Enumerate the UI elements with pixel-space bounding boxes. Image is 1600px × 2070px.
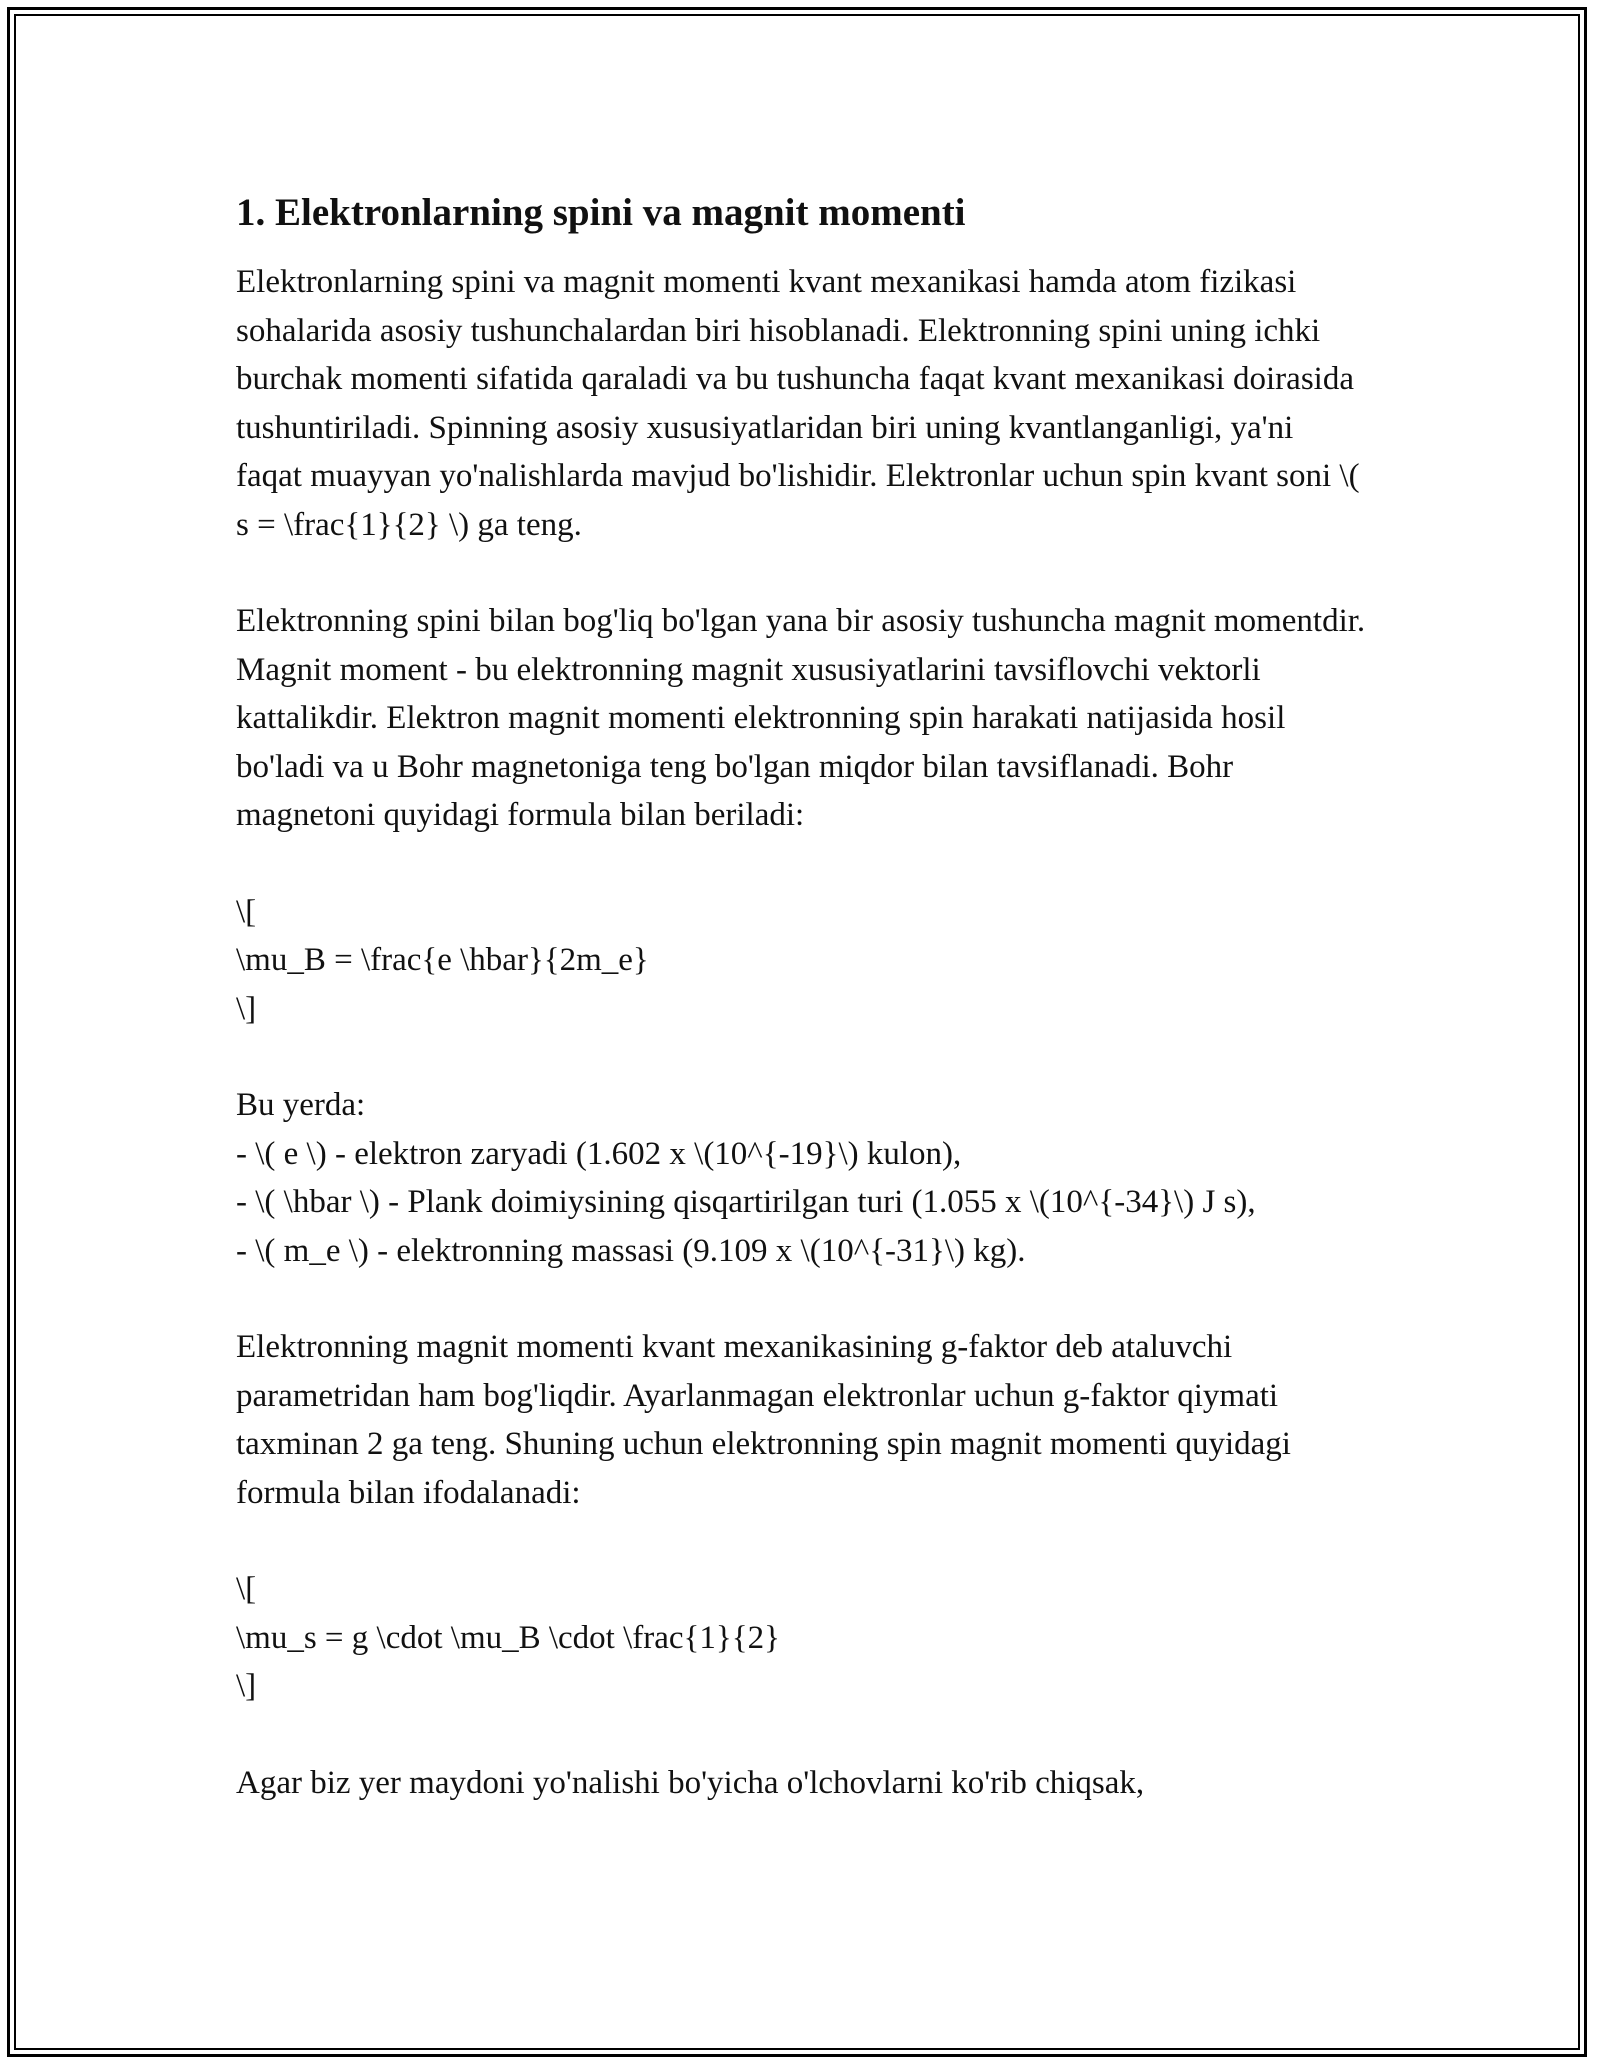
definition-item-charge: - \( e \) - elektron zaryadi (1.602 x \(10^{-19}\) kulon), [236, 1135, 962, 1172]
spacer [236, 840, 1366, 888]
paragraph-spin-intro: Elektronlarning spini va magnit momenti kvant mexanikasi hamda atom fizikasi sohalarida asosiy tushunchalardan biri hisoblanadi. Elektronning spini uning ichki burchak momenti sifatida qaraladi va bu tushuncha faqat kvant mexanikasi doirasida tushuntiriladi. Spinning asosiy xususiyatlaridan biri uning kvantlanganligi, ya'ni faqat muayyan yo'nalishlarda mavjud bo'lishidir. Elektronlar uchun spin kvant soni \( s = \frac{1}{2} \) ga teng. [236, 264, 1360, 543]
formula-close: \] [236, 1668, 257, 1704]
formula-spin-moment [236, 1565, 1366, 1711]
definitions-intro: Bu yerda: [236, 1087, 366, 1123]
document-body [236, 182, 1366, 1807]
formula-close: \] [236, 990, 257, 1027]
formula-open: \[ [236, 1571, 257, 1607]
definitions-list [236, 1081, 1366, 1275]
formula-bohr-magneton [236, 888, 1366, 1034]
paragraph-magnetic-moment: Elektronning spini bilan bog'liq bo'lgan yana bir asosiy tushuncha magnit momentdir. Magnit moment - bu elektronning magnit xususiyatlarini tavsiflovchi vektorli kattalikdir. Elektron magnit momenti elektronning spin harakati natijasida hosil bo'ladi va u Bohr magnetoniga teng bo'lgan miqdor bilan tavsiflanadi. Bohr magnetoni quyidagi formula bilan beriladi: [236, 603, 1366, 833]
formula-open: \[ [236, 893, 257, 930]
spacer [236, 1033, 1366, 1081]
paragraph-g-factor: Elektronning magnit momenti kvant mexanikasining g-faktor deb ataluvchi parametridan ham bog'liqdir. Ayarlanmagan elektronlar uchun g-faktor qiymati taxminan 2 ga teng. Shuning uchun elektronning spin magnit momenti quyidagi formula bilan ifodalanadi: [236, 1329, 1291, 1511]
spacer [236, 1517, 1366, 1565]
section-heading: 1. Elektronlarning spini va magnit momenti [236, 191, 966, 234]
spacer [236, 549, 1366, 597]
formula-body: \mu_B = \frac{e \hbar}{2m_e} [236, 942, 649, 978]
formula-body: \mu_s = g \cdot \mu_B \cdot \frac{1}{2} [236, 1619, 780, 1656]
spacer [236, 1711, 1366, 1759]
spacer [236, 1275, 1366, 1323]
definition-item-mass: - \( m_e \) - elektronning massasi (9.109 x \(10^{-31}\) kg). [236, 1232, 1026, 1269]
paragraph-measurement: Agar biz yer maydoni yo'nalishi bo'yicha o'lchovlarni ko'rib chiqsak, [236, 1764, 1145, 1801]
definition-item-planck: - \( \hbar \) - Plank doimiysining qisqartirilgan turi (1.055 x \(10^{-34}\) J s), [236, 1184, 1256, 1220]
